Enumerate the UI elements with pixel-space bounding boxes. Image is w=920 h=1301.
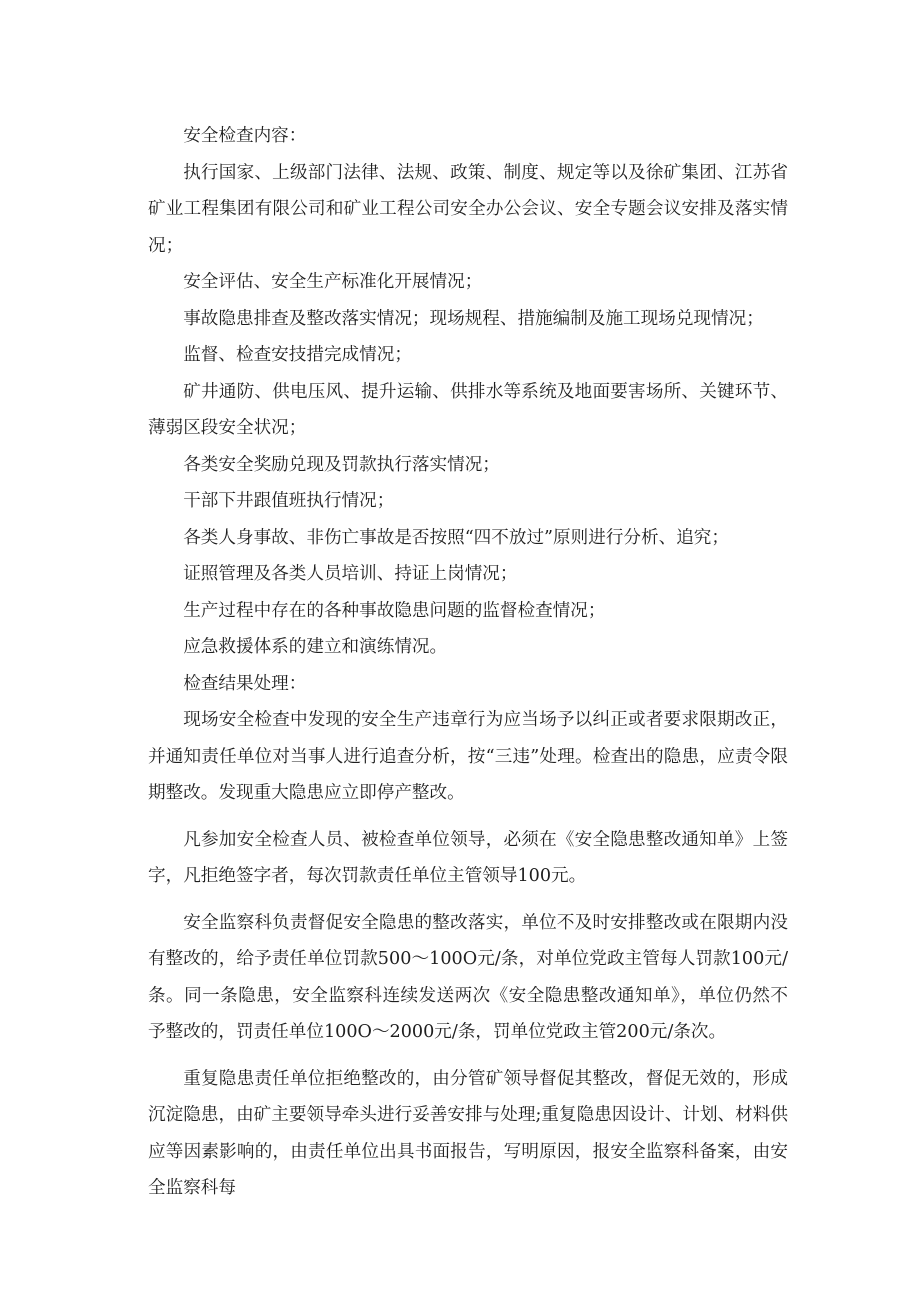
paragraph-rectification-penalties: 安全监察科负责督促安全隐患的整改落实，单位不及时安排整改或在限期内没有整改的，给予责任单位罚款500～100O元/条，对单位党政主管每人罚款100元/条。同一条隐患，安全监察科连续发送两次《安全隐患整改通知单》，单位仍然不予整改的，罚责任单位100O～2000元/条，罚单位党政主管200元/条次。 (148, 912, 788, 1042)
paragraph-onsite-violations: 现场安全检查中发现的安全生产违章行为应当场予以纠正或者要求限期改正，并通知责任单位对当事人进行追查分析，按“三违”处理。检查出的隐患，应责令限期整改。发现重大隐患应立即停产整改。 (148, 710, 788, 803)
paragraph-accident-analysis: 各类人身事故、非伤亡事故是否按照“四不放过”原则进行分析、追究； (183, 527, 729, 548)
paragraph-supervision: 监督、检查安技措完成情况； (183, 345, 412, 365)
paragraph-repeated-hazards: 重复隐患责任单位拒绝整改的，由分管矿领导督促其整改，督促无效的，形成沉淀隐患，由矿主要领导牵头进行妥善安排与处理;重复隐患因设计、计划、材料供应等因素影响的，由责任单位出具书面报告，写明原因，报安全监察科备案，由安全监察科每 (148, 1068, 788, 1198)
paragraph-hazard-supervision: 生产过程中存在的各种事故隐患问题的监督检查情况； (183, 600, 606, 621)
heading-inspection-content: 安全检查内容： (183, 126, 307, 146)
paragraph-rewards-fines: 各类安全奖励兑现及罚款执行落实情况； (183, 454, 500, 475)
paragraph-safety-evaluation: 安全评估、安全生产标准化开展情况； (183, 272, 483, 292)
heading-result-handling: 检查结果处理： (183, 673, 307, 694)
paragraph-laws-regulations: 执行国家、上级部门法律、法规、政策、制度、规定等以及徐矿集团、江苏省矿业工程集团有限公司和矿业工程公司安全办公会议、安全专题会议安排及落实情况； (148, 162, 788, 256)
paragraph-hazard-investigation: 事故隐患排查及整改落实情况；现场规程、措施编制及施工现场兑现情况； (183, 308, 764, 329)
paragraph-license-training: 证照管理及各类人员培训、持证上岗情况； (183, 564, 518, 584)
document-body (148, 118, 788, 1207)
paragraph-mine-systems: 矿井通防、供电压风、提升运输、供排水等系统及地面要害场所、关键环节、薄弱区段安全状况； (148, 381, 788, 438)
paragraph-emergency-rescue: 应急救援体系的建立和演练情况。 (183, 637, 448, 657)
paragraph-cadre-duty: 干部下井跟值班执行情况； (183, 491, 395, 511)
paragraph-signature-requirement: 凡参加安全检查人员、被检查单位领导，必须在《安全隐患整改通知单》上签字，凡拒绝签字者，每次罚款责任单位主管领导100元。 (148, 829, 788, 886)
